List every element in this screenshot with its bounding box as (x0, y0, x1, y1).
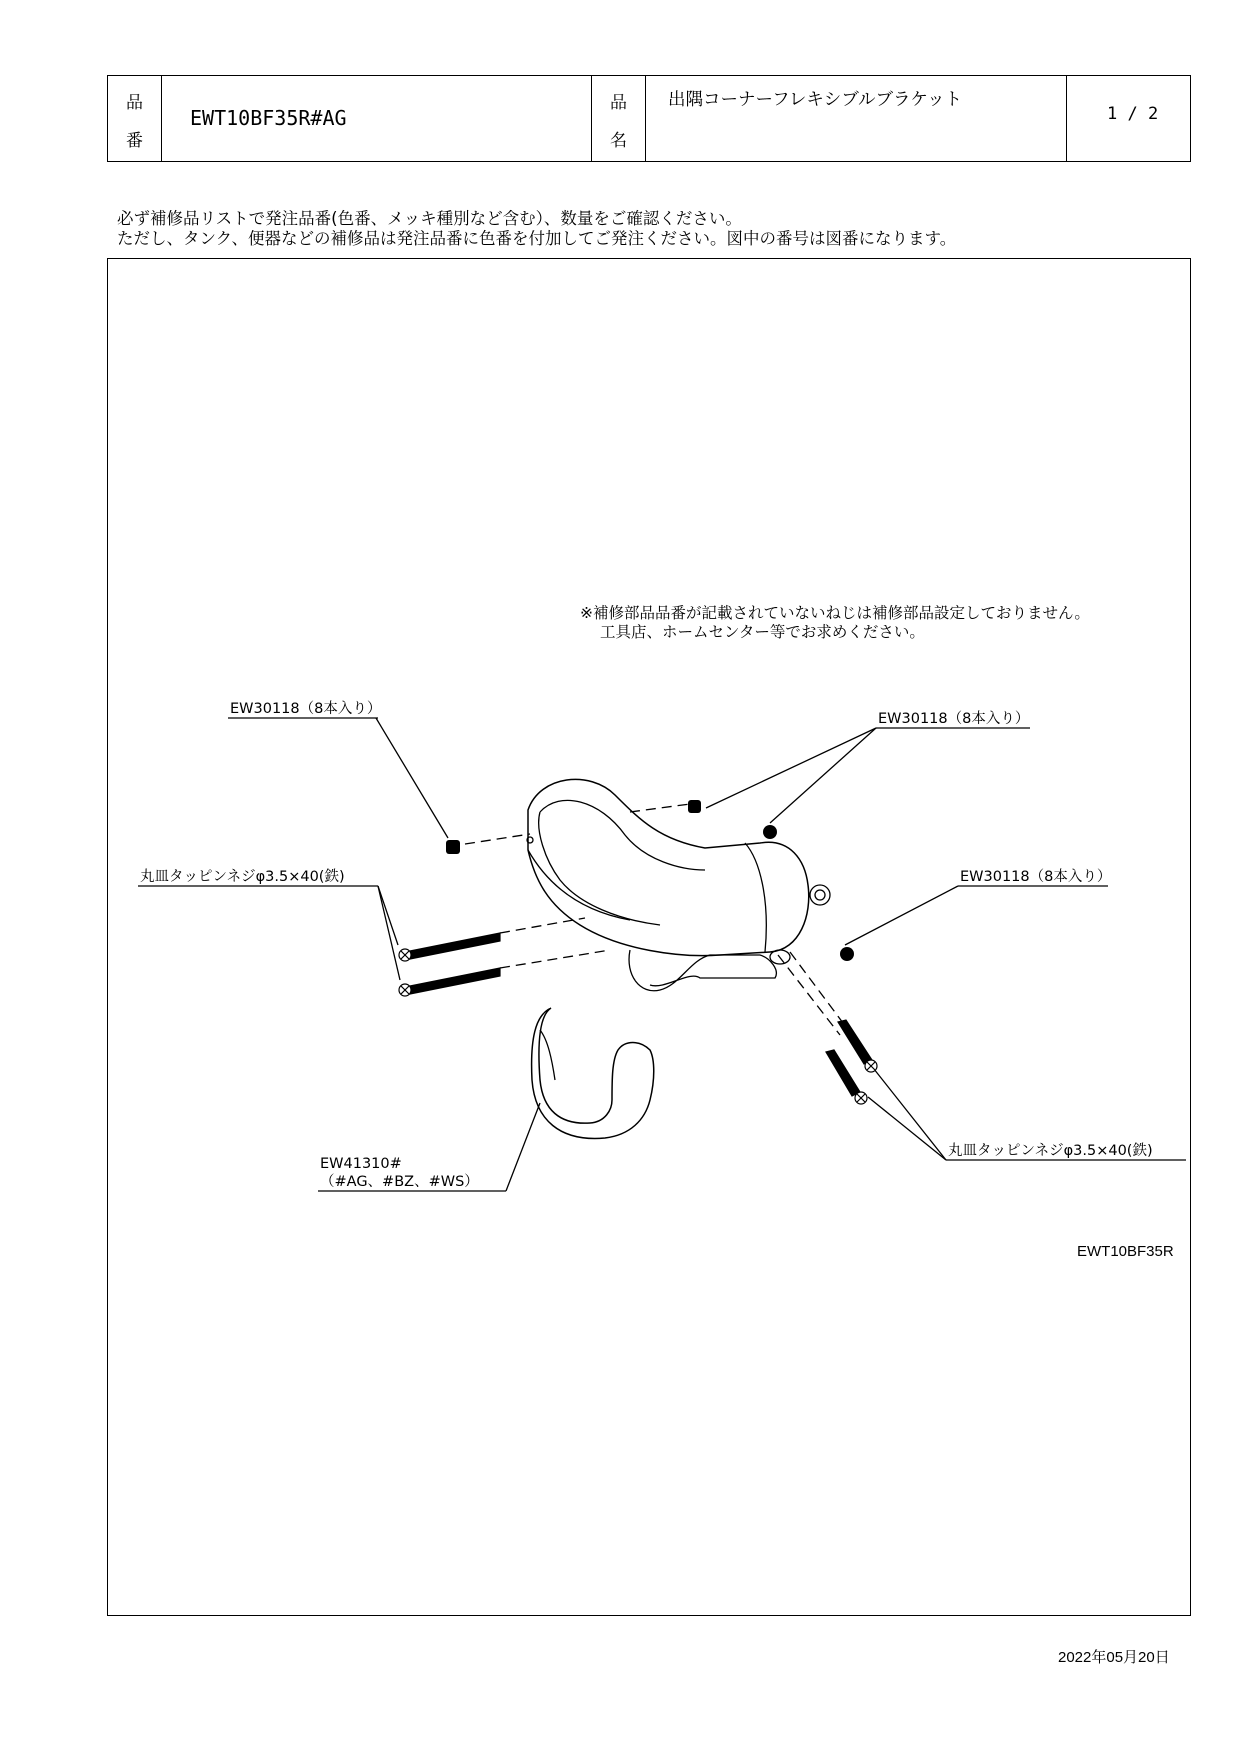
callout-cap-top-left: EW30118（8本入り） (230, 701, 382, 717)
callout-cap-top-right: EW30118（8本入り） (878, 711, 1030, 727)
part-name-label-1: 品 (610, 93, 627, 113)
cap-plug (688, 800, 701, 813)
notice-line-2: ただし、タンク、便器などの補修品は発注品番に色番を付加してご発注ください。図中の番号は図番になります。 (117, 229, 957, 248)
part-no-label-1: 品 (126, 93, 143, 113)
screw-note-line-1: ※補修部品品番が記載されていないねじは補修部品設定しておりません。 (580, 604, 1090, 622)
screw-note-line-2: 工具店、ホームセンター等でお求めください。 (600, 623, 925, 641)
cap-plug (446, 840, 460, 854)
callout-screw-right: 丸皿タッピンネジφ3.5×40(鉄) (948, 1143, 1153, 1159)
cap-plug (763, 825, 777, 839)
page-number: 1 / 2 (1107, 104, 1159, 124)
part-name-label-2: 名 (610, 131, 627, 151)
date: 2022年05月20日 (1058, 1649, 1170, 1666)
notice-line-1: 必ず補修品リストで発注品番(色番、メッキ種別など含む）、数量をご確認ください。 (117, 209, 742, 228)
cap-plug (840, 947, 854, 961)
callout-hook-line-2: （#AG、#BZ、#WS） (320, 1174, 479, 1190)
part-number: EWT10BF35R#AG (190, 106, 347, 130)
callout-cap-right: EW30118（8本入り） (960, 869, 1112, 885)
part-name: 出隅コーナーフレキシブルブラケット (668, 90, 963, 110)
callout-hook-line-1: EW41310# (320, 1156, 402, 1172)
model-number: EWT10BF35R (1077, 1243, 1174, 1260)
part-no-label-2: 番 (126, 131, 143, 151)
callout-screw-left: 丸皿タッピンネジφ3.5×40(鉄) (140, 869, 345, 885)
